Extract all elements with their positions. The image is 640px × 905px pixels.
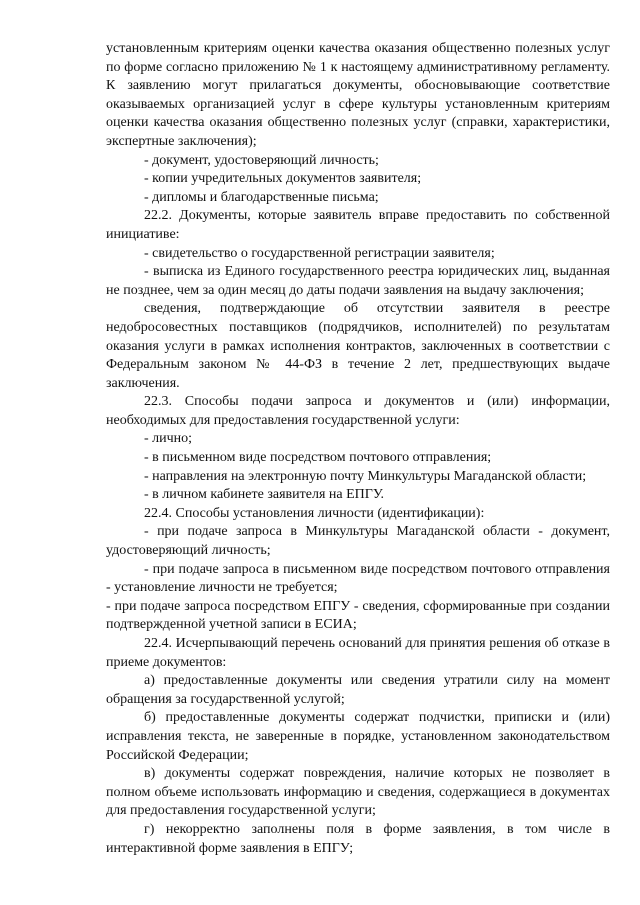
- list-item-identification-epgu: - при подаче запроса посредством ЕПГУ - сведения, сформированные при создании подтвержденной учетной записи в ЕСИА;: [106, 598, 610, 633]
- list-item-personal-account: - в личном кабинете заявителя на ЕПГУ.: [144, 487, 384, 503]
- list-item-in-person: - лично;: [144, 431, 193, 447]
- list-item-refusal-c: в) документы содержат повреждения, наличие которых не позволяет в полном объеме использовать информацию и сведения, содержащиеся в документах для предоставления государственной услуги;: [106, 766, 610, 819]
- paragraph-criteria-continuation: установленным критериям оценки качества оказания общественно полезных услуг по форме согласно приложению № 1 к настоящему административному регламенту. К заявлению могут прилагаться документы, обосновывающие соответствие оказываемых организацией услуг в сфере культуры установленным критериям оценки качества оказания общественно полезных услуг (справки, характеристики, экспертные заключения);: [106, 41, 610, 149]
- list-item-diplomas: - дипломы и благодарственные письма;: [144, 189, 379, 205]
- list-item-registration-certificate: - свидетельство о государственной регистрации заявителя;: [144, 245, 495, 261]
- list-item-identification-mail: - при подаче запроса в письменном виде посредством почтового отправления - установление личности не требуется;: [106, 561, 610, 596]
- list-item-identification-ministry: - при подаче запроса в Минкультуры Магаданской области - документ, удостоверяющий личность;: [106, 524, 610, 559]
- list-item-unfair-suppliers: сведения, подтверждающие об отсутствии заявителя в реестре недобросовестных поставщиков (подрядчиков, исполнителей) по результатам оказания услуги в рамках исполнения контрактов, заключенных в соответствии с Федеральным законом № 44-ФЗ в течение 2 лет, предшествующих выдаче заключения.: [106, 301, 610, 391]
- list-item-refusal-d: г) некорректно заполнены поля в форме заявления, в том числе в интерактивной форме заявления в ЕПГУ;: [106, 821, 610, 856]
- list-item-founding-documents: - копии учредительных документов заявителя;: [144, 171, 422, 187]
- list-item-register-extract: - выписка из Единого государственного реестра юридических лиц, выданная не позднее, чем за один месяц до даты подачи заявления на выдачу заключения;: [106, 264, 610, 298]
- list-item-by-email: - направления на электронную почту Минкультуры Магаданской области;: [144, 468, 587, 484]
- section-22-3-heading: 22.3. Способы подачи запроса и документов и (или) информации, необходимых для предоставления государственной услуги:: [106, 394, 610, 428]
- list-item-identity-document: - документ, удостоверяющий личность;: [144, 152, 379, 168]
- list-item-by-mail: - в письменном виде посредством почтового отправления;: [144, 450, 492, 466]
- section-22-4-refusal-heading: 22.4. Исчерпывающий перечень оснований для принятия решения об отказе в приеме документов:: [106, 636, 610, 670]
- section-22-4-identification-heading: 22.4. Способы установления личности (идентификации):: [144, 505, 485, 521]
- document-page: [106, 40, 610, 858]
- list-item-refusal-a: а) предоставленные документы или сведения утратили силу на момент обращения за государственной услугой;: [106, 673, 610, 707]
- section-22-2-heading: 22.2. Документы, которые заявитель вправе предоставить по собственной инициативе:: [106, 208, 610, 242]
- list-item-refusal-b: б) предоставленные документы содержат подчистки, приписки и (или) исправления текста, не заверенные в порядке, установленном законодательством Российской Федерации;: [106, 710, 610, 763]
